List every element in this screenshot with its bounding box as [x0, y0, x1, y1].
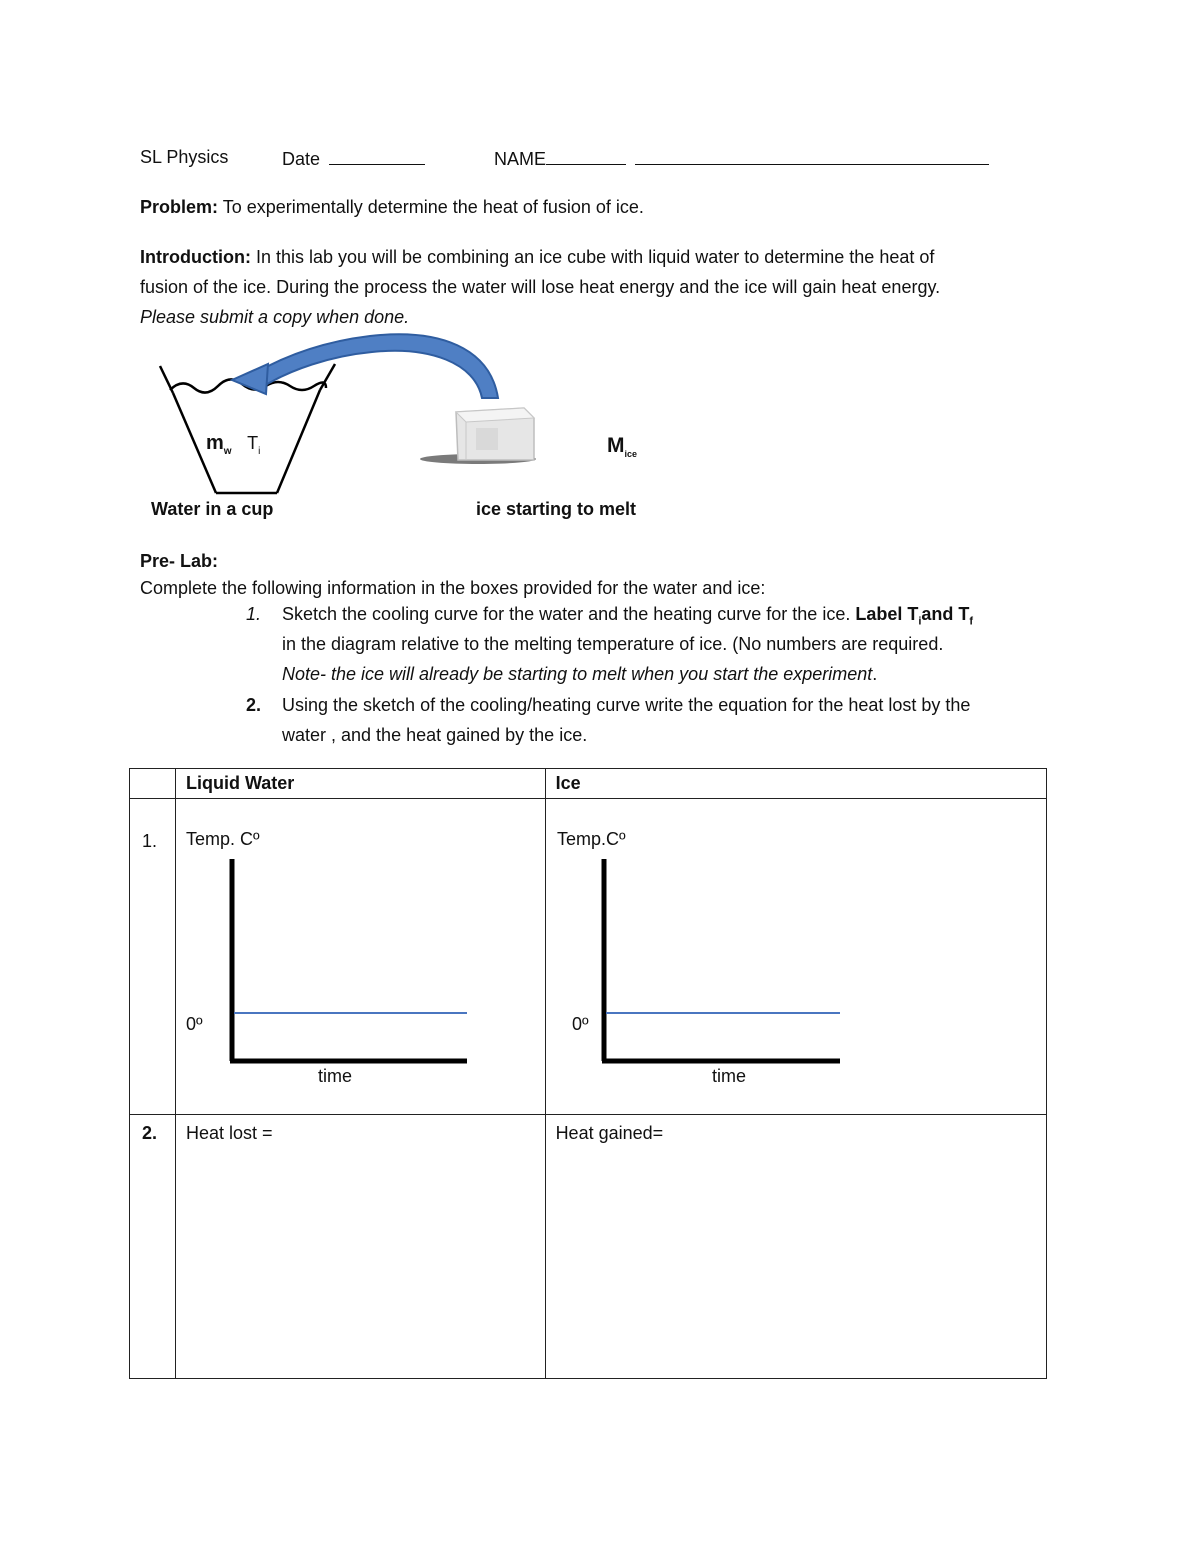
item1-note-end: . [872, 664, 878, 684]
prelab-item-1-line-3 [282, 663, 877, 685]
problem-text: To experimentally determine the heat of fusion of ice. [218, 197, 644, 217]
ice-y-axis-label: Temp.Cº [557, 829, 626, 849]
ice-caption: ice starting to melt [476, 499, 637, 519]
ice-x-axis-label: time [712, 1066, 747, 1086]
cup-mass-symbol: m [206, 432, 224, 454]
ice-heating-curve-axes [592, 855, 852, 1070]
water-cooling-curve-axes [220, 855, 480, 1070]
header-liquid-water: Liquid Water [175, 769, 545, 799]
heat-gained-cell[interactable]: Heat gained= [545, 1115, 1046, 1379]
intro-text-1: In this lab you will be combining an ice cube with liquid water to determine the heat of [250, 247, 935, 267]
prelab-instruction: Complete the following information in the boxes provided for the water and ice: [140, 578, 766, 598]
date-field[interactable] [282, 146, 425, 170]
item1-sub-f: f [969, 615, 974, 628]
name-label: NAME [494, 149, 547, 169]
ice-mass-symbol: M [607, 434, 625, 457]
prelab-item-1-line-2: in the diagram relative to the melting temperature of ice. (No numbers are required. [282, 634, 944, 654]
prelab-item-2-number: 2. [246, 695, 262, 715]
transfer-arrow [232, 334, 498, 398]
course-label: SL Physics [140, 147, 229, 167]
header-ice: Ice [545, 769, 1046, 799]
cup-labels [206, 432, 260, 457]
item1-text-b: Label T [855, 604, 919, 624]
ice-zero-label: 0º [572, 1014, 589, 1034]
row-1-number: 1. [130, 799, 176, 1115]
date-label: Date [282, 149, 321, 169]
heat-lost-cell[interactable]: Heat lost = [175, 1115, 545, 1379]
intro-line-3: Please submit a copy when done. [140, 307, 410, 327]
prelab-item-2-line-2: water , and the heat gained by the ice. [282, 725, 588, 745]
ice-mass-label [607, 434, 637, 459]
intro-line-1 [140, 246, 934, 268]
prelab-heading: Pre- Lab: [140, 551, 219, 571]
header-empty-cell [130, 769, 176, 799]
intro-label: Introduction: [140, 247, 251, 267]
name-field[interactable] [494, 146, 989, 170]
water-zero-label: 0º [186, 1014, 203, 1034]
table-header-row [130, 769, 1047, 799]
ice-cube-icon [420, 408, 536, 464]
ice-mass-subscript: ice [624, 449, 638, 460]
cup-temp-subscript: i [258, 446, 261, 457]
item1-text-c: and T [921, 604, 970, 624]
name-blank-short[interactable] [546, 146, 626, 165]
water-y-axis-label: Temp. Cº [186, 829, 260, 849]
problem-statement [140, 196, 644, 218]
table-row-2 [130, 1115, 1047, 1379]
problem-label: Problem: [140, 197, 219, 217]
row-2-number: 2. [130, 1115, 176, 1379]
intro-line-2: fusion of the ice. During the process the water will lose heat energy and the ice will gain heat energy. [140, 277, 941, 297]
prelab-item-1-line-1 [282, 603, 973, 633]
prelab-item-2-line-1: Using the sketch of the cooling/heating curve write the equation for the heat lost by the [282, 695, 971, 715]
cup-temp-symbol: T [247, 433, 259, 453]
item1-sub-i: i [918, 615, 922, 628]
date-blank[interactable] [329, 146, 425, 165]
water-x-axis-label: time [318, 1066, 353, 1086]
item1-note: Note- the ice will already be starting to melt when you start the experiment [282, 664, 873, 684]
cup-mass-subscript: w [223, 446, 232, 457]
name-blank-long[interactable] [635, 146, 989, 165]
cup-caption: Water in a cup [151, 499, 274, 519]
item1-text-a: Sketch the cooling curve for the water and the heating curve for the ice. [282, 604, 856, 624]
prelab-item-1-number: 1. [246, 604, 262, 624]
